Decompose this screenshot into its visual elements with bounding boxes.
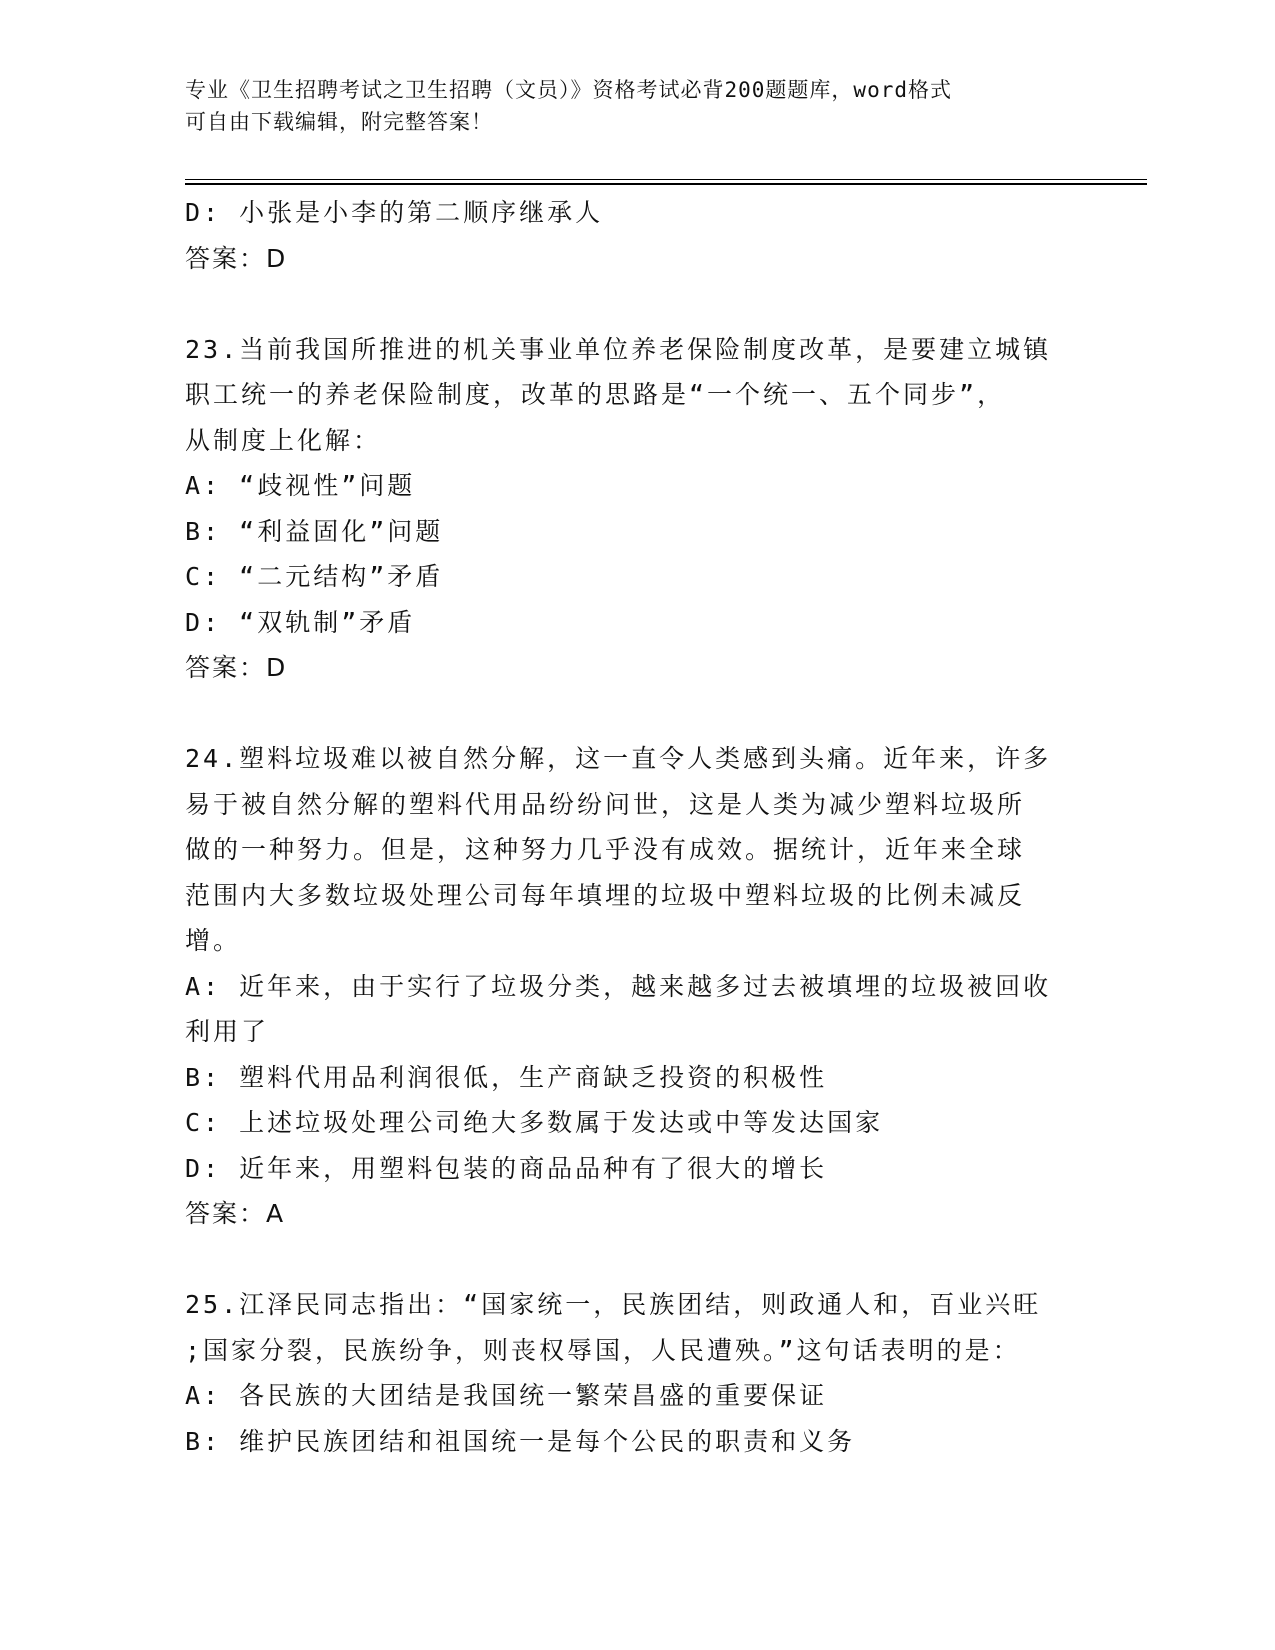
question-24-stem-line: 增。 [185,926,242,955]
question-25-stem-line: 25.江泽民同志指出：“国家统一，民族团结，则政通人和，百业兴旺 [185,1290,1042,1319]
prev-answer: 答案：D [185,243,288,273]
question-content [185,190,1080,1464]
spacer [185,1237,1080,1283]
question-24-stem-line: 做的一种努力。但是，这种努力几乎没有成效。据统计，近年来全球 [185,835,1026,864]
question-24-option-a: A: 近年来，由于实行了垃圾分类，越来越多过去被填埋的垃圾被回收 [185,971,1052,1001]
question-24-stem-line: 24.塑料垃圾难以被自然分解，这一直令人类感到头痛。近年来，许多 [185,744,1052,773]
spacer [185,691,1080,737]
question-24-option-b: B: 塑料代用品利润很低，生产商缺乏投资的积极性 [185,1062,828,1092]
question-24-stem-line: 范围内大多数垃圾处理公司每年填埋的垃圾中塑料垃圾的比例未减反 [185,880,1026,910]
spacer [185,281,1080,327]
question-24-option-c: C: 上述垃圾处理公司绝大多数属于发达或中等发达国家 [185,1108,884,1137]
question-23-answer: 答案：D [185,653,288,682]
question-24-stem-line: 易于被自然分解的塑料代用品纷纷问世，这是人类为减少塑料垃圾所 [185,789,1026,819]
header-title-line-2: 可自由下载编辑，附完整答案！ [185,110,493,134]
question-24 [185,736,1080,1237]
question-23-stem-line: 职工统一的养老保险制度，改革的思路是“一个统一、五个同步”， [185,380,1006,409]
header-divider-thick [185,183,1147,185]
header-divider-thin [185,179,1147,180]
question-24-answer: 答案：A [185,1199,286,1228]
question-25-option-b: B: 维护民族团结和祖国统一是每个公民的职责和义务 [185,1426,856,1456]
question-23-option-b: B: “利益固化”问题 [185,516,444,546]
question-25 [185,1282,1080,1464]
document-header [185,74,1065,138]
question-23-option-d: D: “双轨制”矛盾 [185,607,416,637]
prev-option-d: D: 小张是小李的第二顺序继承人 [185,198,604,227]
question-23-stem-line: 从制度上化解： [185,425,382,455]
question-23 [185,327,1080,691]
question-24-option-a-continued: 利用了 [185,1017,270,1046]
question-23-option-c: C: “二元结构”矛盾 [185,562,444,591]
question-23-option-a: A: “歧视性”问题 [185,471,416,500]
question-24-option-d: D: 近年来，用塑料包装的商品品种有了很大的增长 [185,1153,828,1183]
question-25-stem-line: ;国家分裂，民族纷争，则丧权辱国，人民遭殃。”这句话表明的是： [185,1335,1021,1365]
header-title-line-1: 专业《卫生招聘考试之卫生招聘（文员）》资格考试必背200题题库，word格式 [185,78,952,102]
question-23-stem-line: 23.当前我国所推进的机关事业单位养老保险制度改革，是要建立城镇 [185,334,1052,364]
question-25-option-a: A: 各民族的大团结是我国统一繁荣昌盛的重要保证 [185,1381,828,1410]
